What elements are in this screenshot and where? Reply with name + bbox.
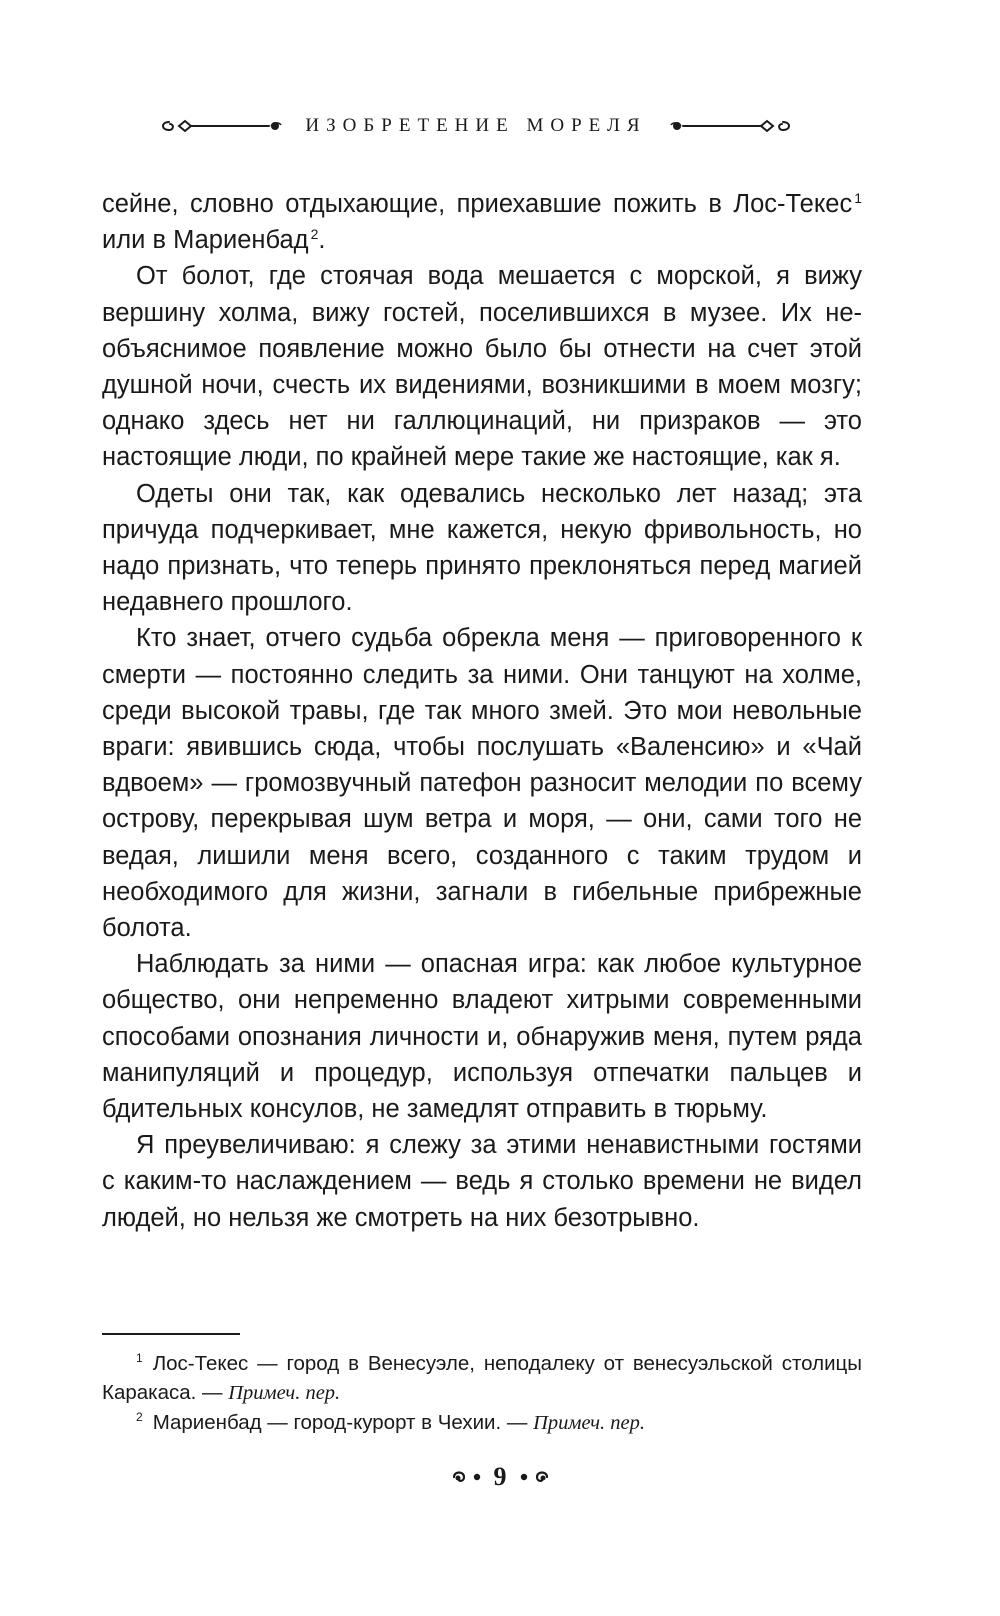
footnote-ref-2[interactable]: 2 <box>310 225 319 242</box>
running-title: ИЗОБРЕТЕНИЕ МОРЕЛЯ <box>305 115 647 136</box>
footnote-mark-1: 1 <box>136 1351 143 1366</box>
footnote-mark-2: 2 <box>136 1410 143 1425</box>
footnote-2: $^2$ Мариенбад — город-курорт в Чехии. — Примеч. пер. <box>136 1410 646 1434</box>
folio-flourish-left-icon <box>450 1467 484 1487</box>
paragraph-4: Кто знает, отчего судьба обрекла меня — приговоренного к смерти — постоянно следить за ними. Они танцуют на холме, среди высокой травы, где так много змей. Это мои невольные враги: явившись сюда, чтобы послушать «Валенсию» и «Чай вдвоем» — громозвучный патефон разносит мелодии по всему острову, перекрывая шум ветра и моря, — они, сами того не ведая, лишили меня всего, созданного с таким трудом и необходимого для жизни, загнали в гибельные прибрежные болота. <box>102 624 862 943</box>
flourish-left-icon <box>157 114 287 138</box>
footnote-1: $^1$ Лос-Текес — город в Венесуэле, неподалеку от венесуэльской столицы Каракаса. — Примеч. пер. <box>102 1351 862 1404</box>
page-number: 9 <box>493 1462 507 1491</box>
translator-note-abbr: Примеч. пер. <box>228 1382 341 1404</box>
paragraph-1: сейне, словно отдыхающие, приехавшие пожить в Лос-Текес $^1$ или в Мариенбад $^2$. <box>102 189 862 255</box>
paragraph-2: От болот, где стоячая вода мешается с морской, я вижу вершину холма, вижу гостей, поселившихся в музее. Их необъяснимое появление можно было бы отнести на счет этой душной ночи, счесть их видениями, возникшими в моем мозгу; однако здесь нет ни галлюцинаций, ни призраков — это настоящие люди, по крайней мере такие же настоящие, как я. <box>102 262 862 472</box>
translator-note-abbr: Примеч. пер. <box>533 1412 646 1434</box>
body-text <box>102 186 862 1236</box>
running-header <box>150 108 802 144</box>
paragraph-5: Наблюдать за ними — опасная игра: как любое культурное общество, они непременно владеют хитрыми современными способами опознания личности и, обнаружив меня, путем ряда манипуляций и процедур, используя отпечатки пальцев и бдительных консулов, не замедлят отправить в тюрьму. <box>102 950 862 1124</box>
flourish-right-icon <box>665 114 795 138</box>
footnote-separator <box>102 1333 240 1335</box>
paragraph-3: Одеты они так, как одевались несколько лет назад; эта причуда подчеркивает, мне кажется, некую фривольность, но надо признать, что теперь принято преклоняться перед магией недавнего прошлого. <box>102 479 862 617</box>
footnotes <box>102 1349 862 1438</box>
folio-flourish-right-icon <box>517 1467 551 1487</box>
page-folio <box>0 1462 1000 1492</box>
paragraph-6: Я преувеличиваю: я слежу за этими ненавистными гостями с каким-то наслаждением — ведь я столько времени не видел людей, но нельзя же смотреть на них безотрывно. <box>102 1131 862 1232</box>
footnote-ref-1[interactable]: 1 <box>854 189 862 206</box>
